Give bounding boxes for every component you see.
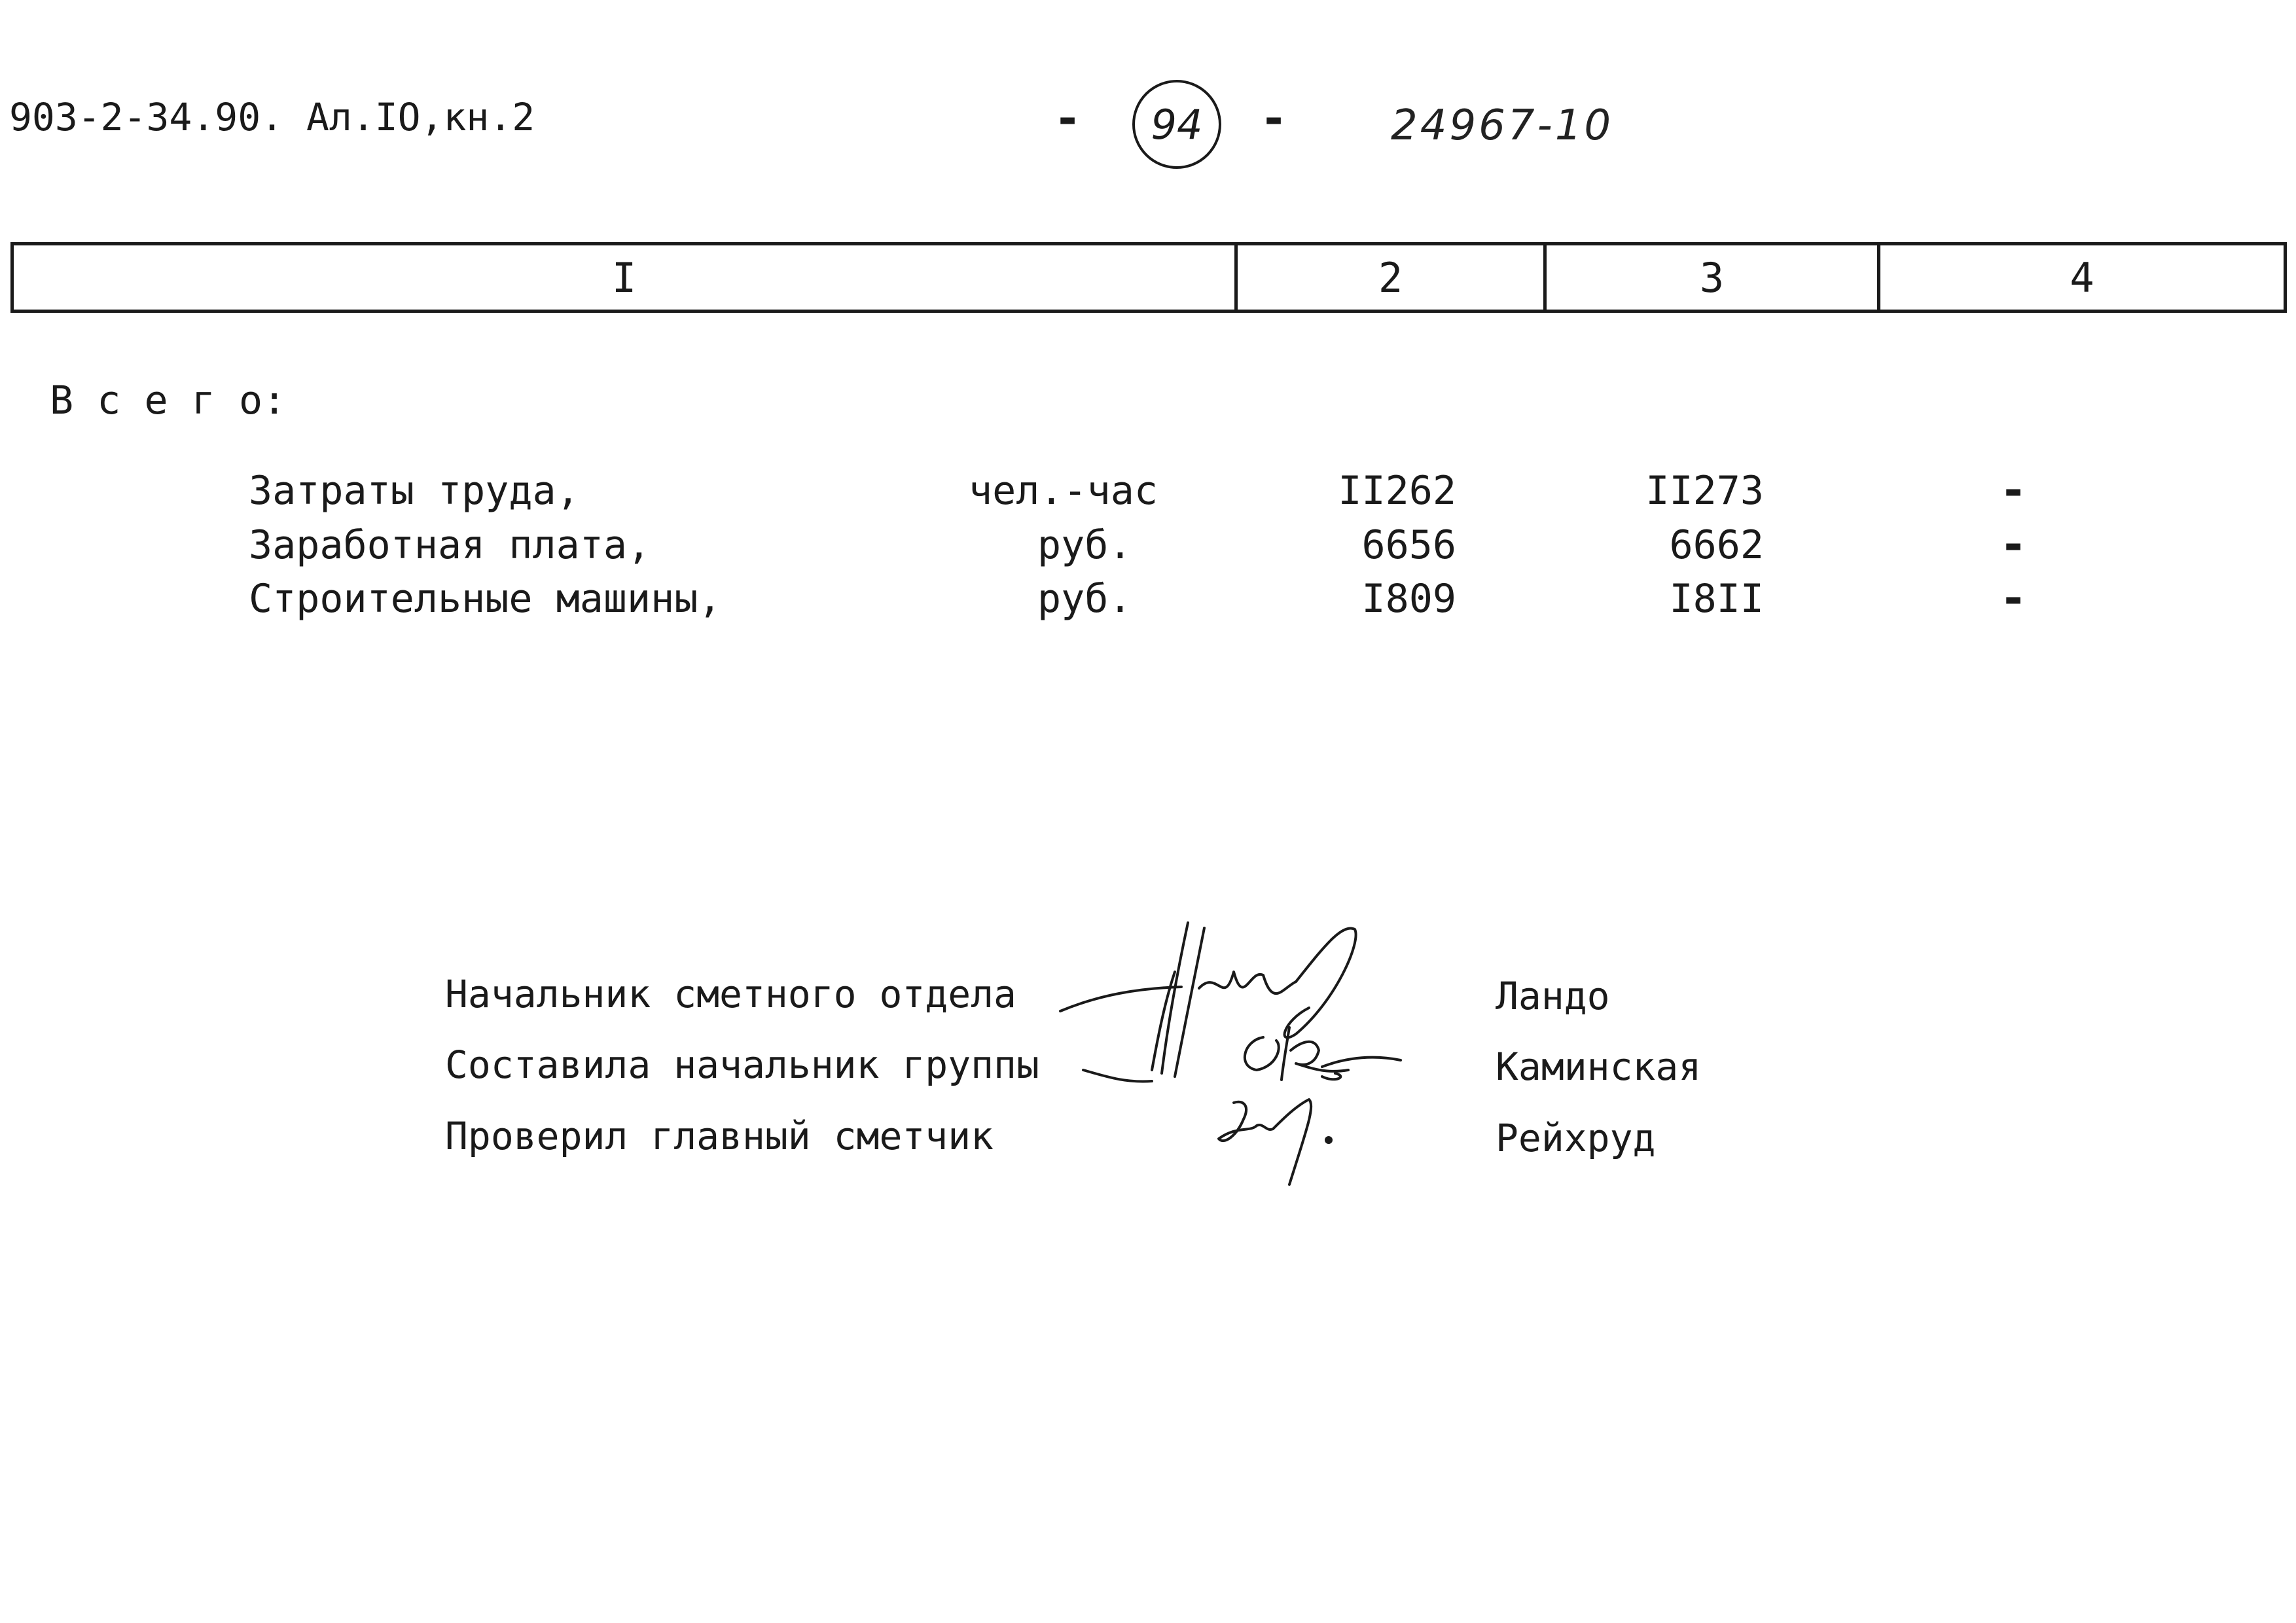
- signatory-name: Рейхруд: [1496, 1116, 1656, 1160]
- signature-stroke: [1060, 987, 1181, 1011]
- row-col4: -: [2000, 571, 2028, 625]
- page-number-dash-left: -: [1054, 92, 1082, 145]
- signatory-name: Ландо: [1496, 974, 1610, 1018]
- total-label: В с е г о:: [50, 378, 287, 423]
- signature-stroke: [1219, 1102, 1273, 1141]
- handwritten-signatures: [1047, 910, 1479, 1198]
- row-col3: 6662: [1669, 522, 1764, 568]
- row-col3: I8II: [1669, 576, 1764, 622]
- page-number-dash-right: -: [1260, 92, 1288, 145]
- signature-stroke: [1083, 1070, 1152, 1082]
- column-header-2: 2: [1236, 244, 1545, 312]
- signature-stroke: [1273, 1099, 1311, 1185]
- column-header-4: 4: [1879, 244, 2286, 312]
- row-col2: II262: [1338, 468, 1456, 514]
- signatory-role: Начальник сметного отдела: [445, 972, 1016, 1016]
- row-col3: II273: [1645, 468, 1764, 514]
- column-header-table: [10, 242, 2287, 313]
- signature-stroke: [1245, 1037, 1279, 1070]
- row-col4: -: [2000, 518, 2028, 571]
- column-header-1: I: [611, 253, 637, 302]
- signature-dot: [1326, 1137, 1331, 1143]
- row-unit: руб.: [1037, 576, 1132, 622]
- signature-stroke: [1199, 972, 1296, 993]
- row-unit: чел.-час: [969, 468, 1158, 514]
- row-unit: руб.: [1037, 522, 1132, 568]
- column-header-3: 3: [1545, 244, 1879, 312]
- row-col4: -: [2000, 463, 2028, 517]
- signature-stroke: [1175, 928, 1204, 1077]
- row-name: Затраты труда,: [249, 468, 580, 514]
- signatory-role: Проверил главный сметчик: [445, 1114, 994, 1158]
- row-name: Заработная плата,: [249, 522, 651, 568]
- signature-stroke: [1322, 1058, 1401, 1080]
- signatory-role: Составила начальник группы: [445, 1043, 1039, 1087]
- signature-stroke: [1162, 923, 1188, 1073]
- row-name: Строительные машины,: [249, 576, 722, 622]
- signatory-name: Каминская: [1496, 1044, 1702, 1089]
- row-col2: 6656: [1361, 522, 1456, 568]
- page-number: 94: [1151, 100, 1203, 149]
- document-code: 903-2-34.90. Ал.IO,кн.2: [9, 95, 535, 139]
- column-header-row: [12, 244, 2286, 312]
- row-col2: I809: [1361, 576, 1456, 622]
- page-number-circle: [1132, 80, 1221, 169]
- inventory-number: 24967-10: [1391, 101, 1614, 150]
